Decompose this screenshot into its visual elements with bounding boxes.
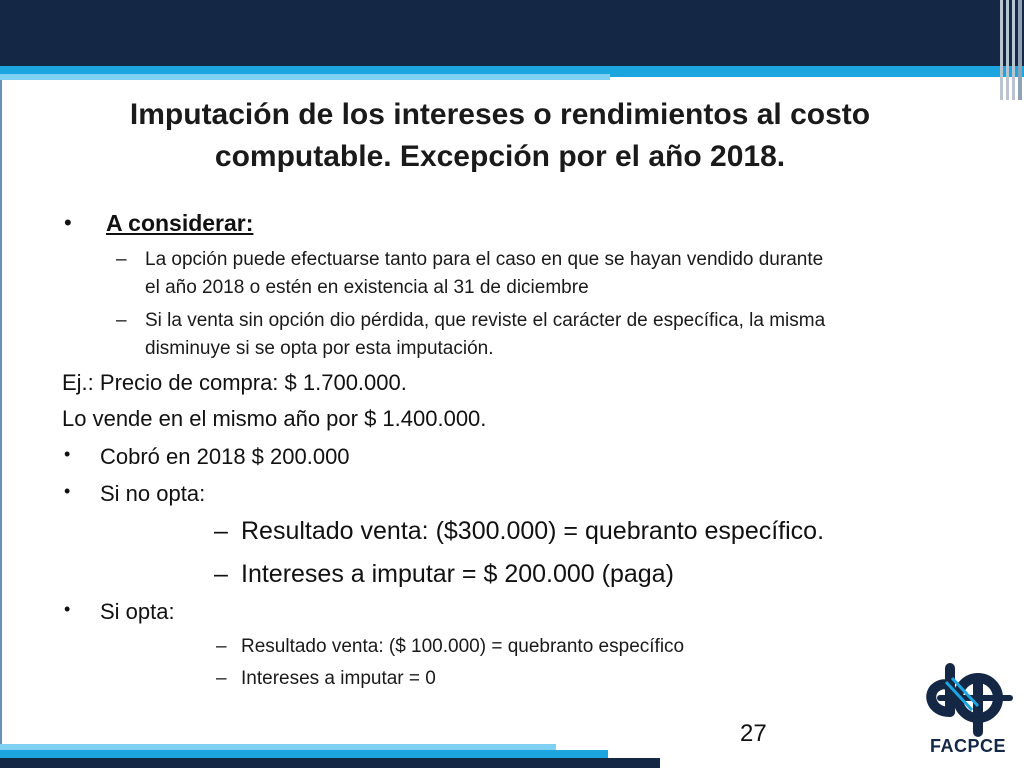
header-stripe-thin [610, 74, 1024, 77]
footer-band [0, 758, 660, 768]
page-number: 27 [740, 720, 767, 747]
no-opta-item-2: Intereses a imputar = $ 200.000 (paga) [241, 560, 674, 588]
opta-item-2: Intereses a imputar = 0 [241, 668, 436, 689]
no-opta-item-1: Resultado venta: ($300.000) = quebranto específico. [241, 517, 825, 545]
dash-icon: – [214, 560, 228, 588]
bullet-cobro: Cobró en 2018 $ 200.000 [100, 444, 350, 469]
bullet-no-opta: Si no opta: [100, 481, 206, 506]
dash-icon: – [216, 668, 227, 689]
opta-item-1: Resultado venta: ($ 100.000) = quebranto específico [241, 636, 685, 657]
left-rule [0, 80, 2, 745]
dash-icon: – [216, 636, 227, 657]
sub-item-1-line-2: el año 2018 o estén en existencia al 31 de diciembre [145, 277, 589, 298]
sub-item-2-line-2: disminuye si se opta por esta imputación. [145, 338, 494, 359]
section-heading: A considerar: [106, 210, 254, 236]
footer-stripe [0, 750, 608, 758]
title-line-1: Imputación de los intereses o rendimientos al costo [129, 98, 871, 131]
sub-item-1 [145, 246, 823, 302]
example-line-2: Lo vende en el mismo año por $ 1.400.000. [62, 406, 487, 431]
sub-item-1-line-1: La opción puede efectuarse tanto para el caso en que se hayan vendido durante [145, 249, 824, 270]
header-stripe-light [0, 74, 610, 80]
dash-icon: – [214, 517, 228, 545]
header-side-bars [998, 0, 1024, 100]
title-line-2: computable. Excepción por el año 2018. [214, 140, 786, 173]
header-band [0, 0, 1024, 66]
bullet-opta: Si opta: [100, 599, 175, 624]
dash-icon: – [116, 249, 127, 270]
bullet-icon: • [64, 481, 71, 501]
header-stripe [0, 66, 1024, 74]
sub-item-2 [145, 307, 825, 363]
slide-title [40, 94, 960, 178]
dash-icon: – [116, 310, 127, 331]
bullet-icon: • [64, 210, 72, 235]
bullet-icon: • [64, 444, 71, 464]
bullet-icon: • [64, 599, 71, 619]
example-line-1: Ej.: Precio de compra: $ 1.700.000. [62, 370, 407, 395]
sub-item-2-line-1: Si la venta sin opción dio pérdida, que reviste el carácter de específica, la misma [145, 310, 826, 331]
logo-text: FACPCE [929, 736, 1006, 756]
